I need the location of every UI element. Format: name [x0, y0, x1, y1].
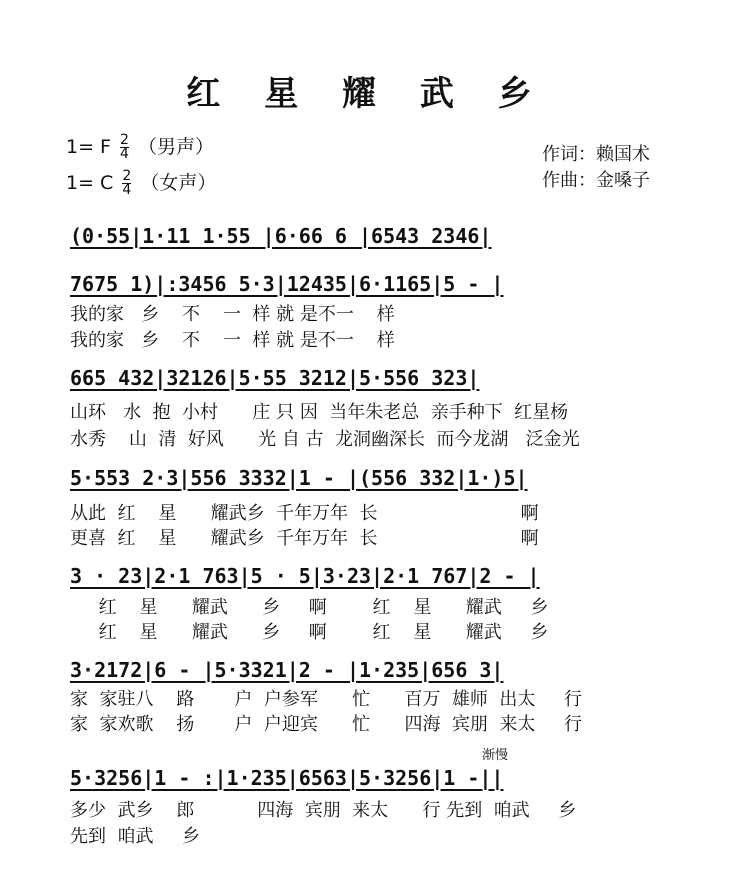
lyric-line-2: 家 家欢歌 扬 户 户迎宾 忙 四海 宾朋 来太 行	[70, 714, 582, 735]
lyric-line-2: 水秀 山 清 好风 光 自 古 龙洞幽深长 而今龙湖 泛金光	[70, 429, 580, 450]
composer-credit: 作曲：金嗓子	[542, 170, 650, 191]
lyric-line-1: 家 家驻八 路 户 户参军 忙 百万 雄师 出太 行	[70, 689, 582, 710]
score-row-5	[70, 562, 666, 602]
notation-line: 5·553 2·3|556 3332|1 - |(556 332|1·)5|	[70, 466, 528, 490]
lyricist-credit: 作词：赖国术	[542, 144, 650, 165]
tempo-marking: 渐慢	[482, 748, 509, 763]
lyric-line-1: 多少 武乡 郎 四海 宾朋 来太 行 先到 咱武 乡	[70, 800, 577, 821]
key-label: 1= C	[66, 172, 114, 194]
voice-label: （男声）	[138, 136, 215, 158]
voice-label: （女声）	[140, 172, 217, 194]
lyric-line-2: 红 星 耀武 乡 啊 红 星 耀武 乡	[70, 622, 549, 643]
lyric-line-2: 更喜 红 星 耀武乡 千年万年 长 啊	[70, 528, 539, 549]
notation-line: 5·3256|1 - :|1·235|6563|5·3256|1 -||	[70, 766, 504, 790]
lyric-line-1: 从此 红 星 耀武乡 千年万年 长 啊	[70, 503, 539, 524]
lyric-line-1: 山环 水 抱 小村 庄 只 因 当年朱老总 亲手种下 红星杨	[70, 402, 569, 423]
time-signature: $\frac{2}{4}$	[120, 132, 129, 162]
key-label: 1= F	[66, 136, 111, 158]
notation-line: (0·55|1·11 1·55 |6·66 6 |6543 2346|	[70, 224, 492, 248]
time-signature: $\frac{2}{4}$	[122, 168, 132, 198]
score-row-1	[70, 222, 666, 262]
score-row-4	[70, 464, 666, 504]
key-signature-male	[66, 132, 214, 161]
key-signature-female	[66, 168, 216, 197]
lyric-line-2: 我的家 乡 不 一 样 就 是不一 样	[70, 330, 395, 351]
notation-line: 665 432|32126|5·55 3212|5·556 323|	[70, 366, 480, 390]
notation-line: 3·2172|6 - |5·3321|2 - |1·235|656 3|	[70, 658, 504, 682]
notation-line: 7675 1)|:3456 5·3|12435|6·1165|5 - |	[70, 272, 504, 296]
score-row-7	[70, 764, 666, 804]
lyric-line-1: 我的家 乡 不 一 样 就 是不一 样	[70, 304, 395, 325]
notation-line: 3 · 23|2·1 763|5 · 5|3·23|2·1 767|2 - |	[70, 564, 540, 588]
score-row-3	[70, 364, 666, 404]
song-title: 红 星 耀 武 乡	[186, 74, 548, 114]
lyric-line-2: 先到 咱武 乡	[70, 826, 201, 847]
lyric-line-1: 红 星 耀武 乡 啊 红 星 耀武 乡	[70, 597, 549, 618]
